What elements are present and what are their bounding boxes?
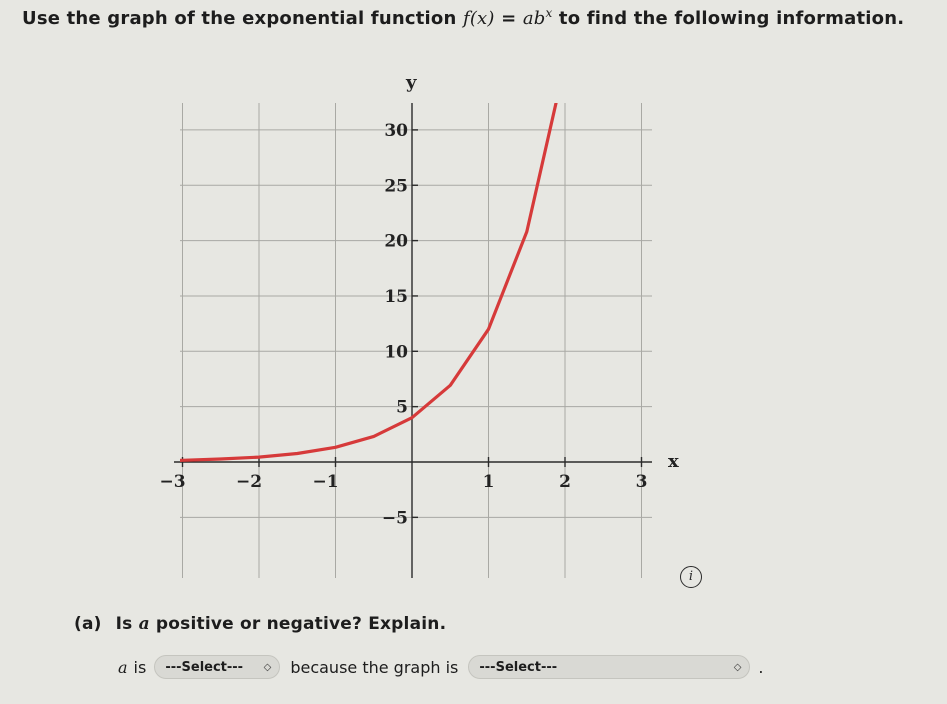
y-axis-label: y (406, 72, 417, 93)
function-base: ab (522, 8, 546, 29)
sign-select[interactable] (154, 655, 280, 679)
x-axis-label: x (668, 451, 679, 472)
equals-sign: = (494, 8, 523, 29)
question-number: (a) (74, 614, 102, 634)
x-tick-label: 3 (635, 472, 648, 492)
instructions-text: Use the graph of the exponential function (22, 8, 463, 29)
y-tick-label: 30 (384, 120, 408, 141)
y-tick-label: 5 (396, 397, 408, 418)
y-tick-label: 10 (384, 342, 408, 363)
x-tick-label: −3 (159, 472, 186, 492)
instructions-text-end: to find the following information. (552, 8, 905, 29)
sign-select-value: ---Select--- (165, 659, 244, 675)
chevron-updown-icon: ◇ (733, 661, 742, 673)
question-a (74, 614, 446, 634)
y-tick-label: 25 (384, 176, 408, 197)
answer-is-label: is (133, 657, 147, 677)
chevron-updown-icon: ◇ (263, 661, 272, 673)
question-text: Is (115, 614, 139, 634)
graph-behavior-select-value: ---Select--- (479, 659, 558, 675)
question-variable: a (138, 614, 150, 634)
x-tick-label: −1 (312, 472, 339, 492)
y-tick-label: −5 (381, 508, 408, 529)
graph-behavior-select[interactable] (468, 655, 750, 679)
info-icon[interactable]: i (680, 566, 702, 588)
function-exponent: x (545, 6, 553, 20)
answer-variable: a (118, 657, 128, 677)
x-tick-label: −2 (235, 472, 263, 492)
x-tick-label: 2 (559, 472, 571, 492)
y-tick-label: 20 (384, 231, 408, 252)
question-text-end: positive or negative? Explain. (149, 614, 447, 634)
answer-period: . (758, 657, 764, 677)
answer-middle-text: because the graph is (290, 657, 459, 677)
function-lhs: f(x) (462, 8, 495, 29)
y-tick-label: 15 (384, 286, 408, 307)
x-tick-label: 1 (482, 472, 495, 492)
answer-row (118, 653, 763, 681)
exponential-curve (160, 0, 613, 461)
